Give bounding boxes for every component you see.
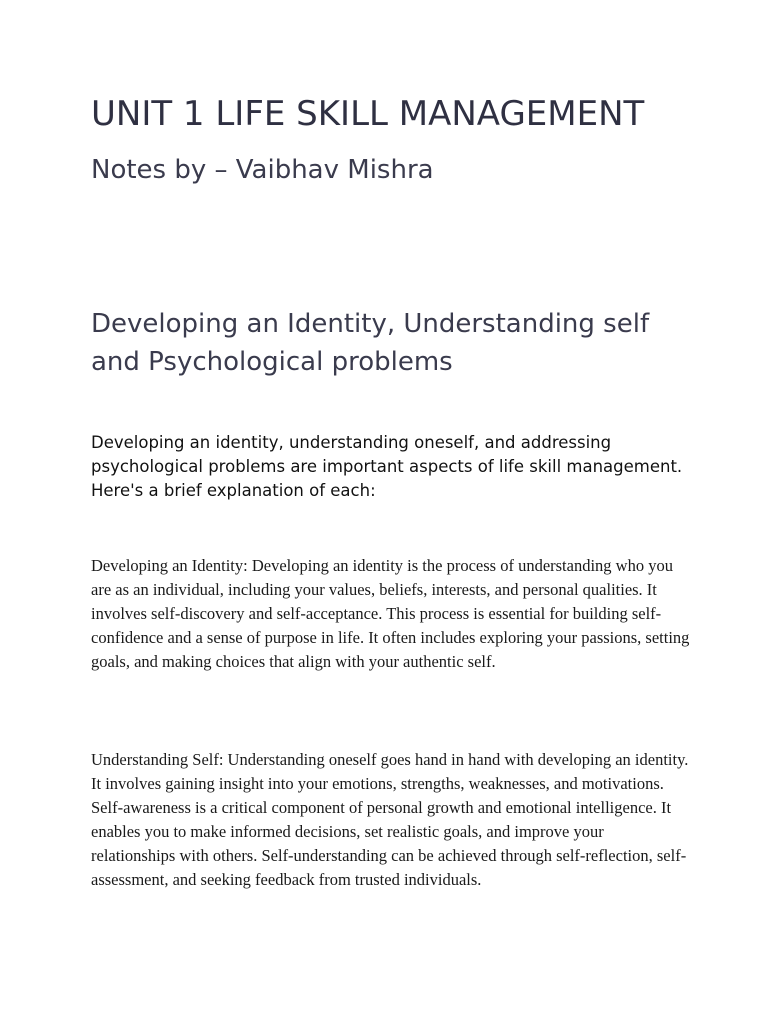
body-paragraph-identity: Developing an Identity: Developing an identity is the process of understanding who you are as an individual, including your values, beliefs, interests, and personal qualities. It involves self-discovery and self-acceptance. This process is essential for building self-confidence and a sense of purpose in life. It often includes exploring your passions, setting goals, and making choices that align with your authentic self. [91, 556, 690, 671]
document-title: UNIT 1 LIFE SKILL MANAGEMENT [91, 94, 645, 134]
body-paragraph-understanding-self: Understanding Self: Understanding oneself goes hand in hand with developing an identity. It involves gaining insight into your emotions, strengths, weaknesses, and motivations. Self-awareness is a critical component of personal growth and emotional intelligence. It enables you to make informed decisions, set realistic goals, and improve your relationships with others. Self-understanding can be achieved through self-reflection, self-assessment, and seeking feedback from trusted individuals. [91, 750, 689, 889]
intro-paragraph: Developing an identity, understanding oneself, and addressing psychological problems are important aspects of life skill management. Here's a brief explanation of each: [91, 433, 683, 500]
document-subtitle: Notes by – Vaibhav Mishra [91, 155, 434, 185]
section-heading: Developing an Identity, Understanding self and Psychological problems [91, 309, 650, 377]
